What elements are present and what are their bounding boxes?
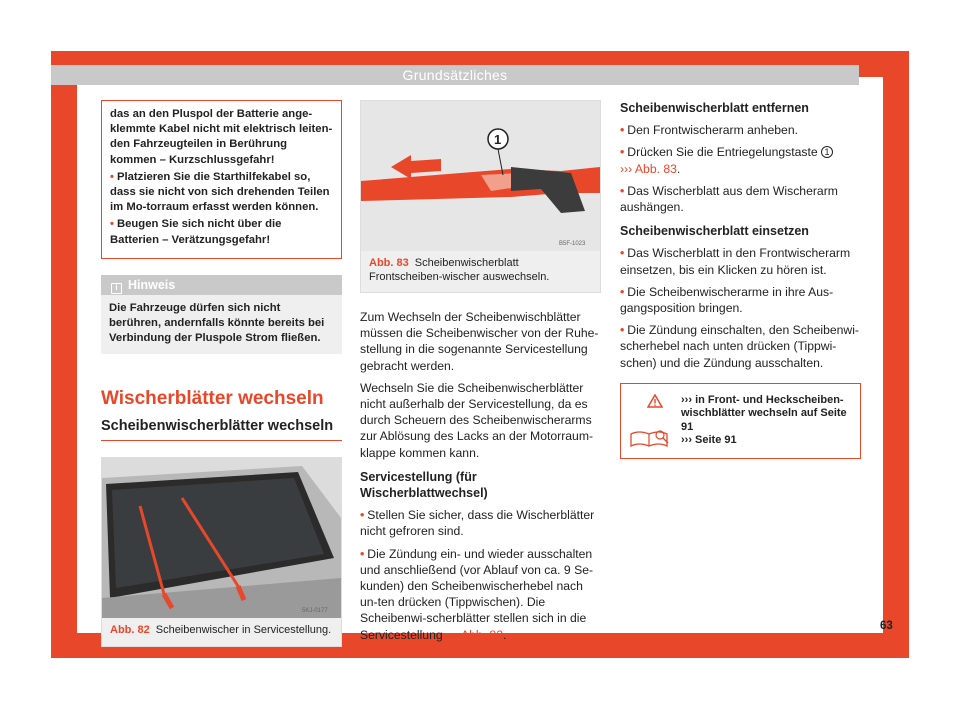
bullet-icon: • bbox=[620, 123, 625, 138]
bullet-icon: • bbox=[620, 145, 625, 160]
remove-bullet-1: • Den Frontwischerarm anheben. bbox=[620, 123, 798, 138]
figure-82-ref-arrow[interactable]: ››› bbox=[446, 627, 459, 642]
figure-82 bbox=[101, 457, 342, 647]
figure-82-link[interactable]: Abb. 82 bbox=[460, 627, 503, 642]
remove-bullet-3: • Das Wischerblatt aus dem Wischerarm aushängen. bbox=[620, 183, 838, 215]
service-bullet-1: • Stellen Sie sicher, dass die Wischerblätter nicht gefroren sind. bbox=[360, 508, 595, 539]
svg-text:B5F-1023: B5F-1023 bbox=[559, 241, 586, 247]
column-left bbox=[101, 100, 342, 647]
windshield-wiper-image bbox=[102, 458, 341, 618]
figure-83-link[interactable]: Abb. 83 bbox=[634, 161, 677, 176]
bullet-icon: • bbox=[620, 284, 625, 299]
insert-bullet-3: • Die Zündung einschalten, den Scheibenwi-scherhebel nach unten drücken (Tippwi-schen) und die Zündung ausschalten. bbox=[620, 323, 859, 370]
section-title: Wischerblätter wechseln bbox=[101, 388, 324, 410]
remove-bullet-2: • Drücken Sie die Entriegelungstaste 1 ››› Abb. 83. bbox=[620, 144, 861, 176]
callout-number: 1 bbox=[821, 146, 833, 158]
figure-83-caption: Abb. 83 Scheibenwischerblatt Frontscheiben-wischer auswechseln. bbox=[369, 257, 550, 283]
info-icon: i bbox=[111, 283, 122, 294]
svg-text:1: 1 bbox=[494, 132, 502, 147]
figure-83-label: Abb. 83 bbox=[369, 257, 409, 269]
warning-bullet-2: • Beugen Sie sich nicht über die Batterien – Verätzungsgefahr! bbox=[110, 218, 282, 246]
figure-83 bbox=[360, 100, 601, 293]
bullet-icon: • bbox=[620, 183, 625, 198]
middle-body bbox=[360, 309, 601, 643]
right-body bbox=[620, 100, 861, 371]
paragraph-warning: Wechseln Sie die Scheibenwischerblätter nicht außerhalb der Servicestellung, da es durch Scheuern des Scheibenwischerarms zur Ablösung des Lacks an der Motorraum-klappe kommen kann. bbox=[360, 380, 594, 460]
bullet-icon: • bbox=[360, 508, 365, 523]
wiper-blade-image bbox=[361, 101, 600, 251]
insert-bullet-2: • Die Scheibenwischerarme in ihre Aus-gangsposition bringen. bbox=[620, 284, 834, 316]
warning-box bbox=[101, 100, 342, 259]
ref-page-link[interactable]: ››› Seite 91 bbox=[681, 433, 737, 446]
section-subtitle: Scheibenwischerblätter wechseln bbox=[101, 418, 342, 441]
warning-intro: das an den Pluspol der Batterie ange-klemmte Kabel nicht mit elektrisch leiten-den Fahrzeugteilen in Berührung kommen – Kurzschlussgefahr! bbox=[110, 108, 333, 166]
ref-warning-text[interactable]: ››› in Front- und Heckscheiben-wischblätter wechseln auf Seite 91 bbox=[681, 393, 847, 433]
column-middle bbox=[360, 100, 601, 649]
warning-triangle-icon bbox=[647, 394, 663, 408]
insert-blade-heading: Scheibenwischerblatt einsetzen bbox=[620, 224, 809, 239]
manual-book-icon bbox=[629, 428, 671, 450]
column-right bbox=[620, 100, 861, 459]
bullet-icon: • bbox=[110, 170, 114, 183]
svg-text:5KJ-0177: 5KJ-0177 bbox=[302, 608, 328, 615]
hint-text: Die Fahrzeuge dürfen sich nicht berühren, andernfalls könnte bereits bei Verbindung der Pluspole Strom fließen. bbox=[101, 295, 342, 355]
remove-blade-heading: Scheibenwischerblatt entfernen bbox=[620, 101, 809, 115]
bullet-icon: • bbox=[110, 218, 114, 231]
figure-82-label: Abb. 82 bbox=[110, 624, 150, 637]
hint-box bbox=[101, 275, 342, 355]
hint-title: Hinweis bbox=[128, 277, 176, 292]
cross-reference-box bbox=[620, 383, 861, 459]
hint-header bbox=[101, 275, 342, 295]
bullet-icon: • bbox=[620, 246, 625, 261]
paragraph-intro: Zum Wechseln der Scheibenwischblätter müssen die Scheibenwischer von der Ruhe-stellung in die sogenannte Servicestellung gebracht werden. bbox=[360, 310, 599, 373]
service-position-heading: Servicestellung (für Wischerblattwechsel) bbox=[360, 469, 488, 501]
bullet-icon: • bbox=[620, 323, 625, 338]
figure-82-caption: Abb. 82 Scheibenwischer in Servicestellung. bbox=[110, 624, 332, 637]
page-header: Grundsätzliches bbox=[51, 65, 859, 85]
insert-bullet-1: • Das Wischerblatt in den Frontwischerarm einsetzen, bis ein Klicken zu hören ist. bbox=[620, 246, 851, 277]
service-bullet-2: • Die Zündung ein- und wieder ausschalten und anschließend (vor Ablauf von ca. 9 Se-kunden) den Scheibenwischerhebel nach un-ten drücken (Tippwischen). Die Scheibenwi-scherblätter stellen sich in die Servicestellung ››› Abb. 82. bbox=[360, 546, 594, 642]
bullet-icon: • bbox=[360, 546, 365, 561]
page-number: 63 bbox=[880, 620, 893, 632]
figure-83-ref-arrow[interactable]: ››› bbox=[620, 161, 633, 176]
warning-bullet-1: • Platzieren Sie die Starthilfekabel so, dass sie nicht von sich drehenden Teilen im Mo-torraum erfasst werden können. bbox=[110, 170, 330, 214]
